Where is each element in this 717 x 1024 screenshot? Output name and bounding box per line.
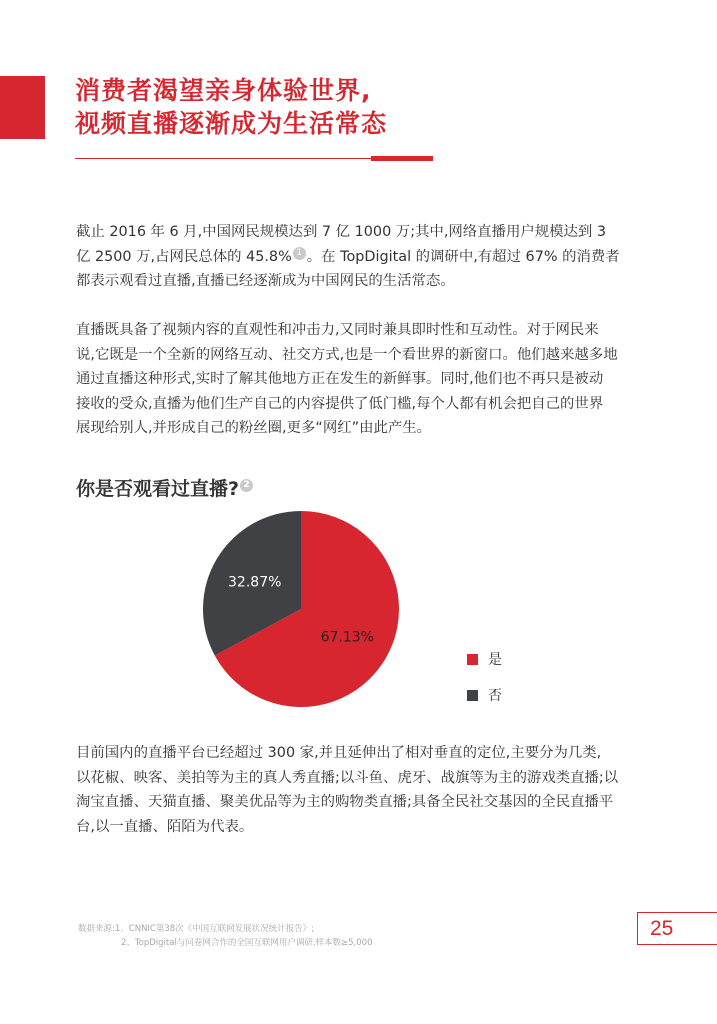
page-number: 25 — [637, 912, 717, 945]
title-accent-block — [0, 76, 45, 139]
paragraph-2-line: 接收的受众,直播为他们生产自己的内容提供了低门槛,每个人都有机会把自己的世界 — [76, 395, 604, 412]
paragraph-1-line: 都表示观看过直播,直播已经逐渐成为中国网民的生活常态。 — [76, 273, 455, 289]
paragraph-1-text: 亿 2500 万,占网民总体的 45.8% — [76, 248, 292, 265]
paragraph-3-line: 以花椒、映客、美拍等为主的真人秀直播;以斗鱼、虎牙、战旗等为主的游戏类直播;以 — [76, 769, 619, 786]
legend-item-yes — [467, 649, 502, 669]
footnote-marker-2: 2 — [240, 479, 253, 492]
legend-swatch-no — [467, 690, 478, 701]
paragraph-3-line: 目前国内的直播平台已经超过 300 家,并且延伸出了相对垂直的定位,主要分为几类, — [76, 745, 602, 761]
footnote-source-1: 数据来源:1、CNNIC第38次《中国互联网发展状况统计报告》; — [78, 924, 315, 934]
pie-chart — [202, 510, 400, 708]
page-title-line-2: 视频直播逐渐成为生活常态 — [75, 109, 388, 138]
paragraph-2 — [76, 318, 646, 441]
legend-label-no: 否 — [488, 688, 502, 704]
title-divider-accent — [371, 156, 433, 161]
pie-label-yes: 67.13% — [320, 629, 374, 646]
chart-title-text: 你是否观看过直播? — [76, 478, 240, 500]
paragraph-2-line: 直播既具备了视频内容的直观性和冲击力,又同时兼具即时性和互动性。对于网民来 — [76, 322, 599, 338]
legend-item-no — [467, 685, 502, 705]
legend-label-yes: 是 — [488, 652, 502, 668]
paragraph-2-line: 展现给别人,并形成自己的粉丝圈,更多“网红”由此产生。 — [76, 420, 432, 436]
paragraph-1-line — [76, 245, 646, 270]
paragraph-1 — [76, 220, 646, 294]
chart-title — [76, 474, 254, 501]
legend-swatch-yes — [467, 654, 478, 665]
page-title-line-1: 消费者渴望亲身体验世界, — [75, 76, 372, 105]
footnote-marker-1: 1 — [293, 247, 306, 260]
pie-label-no: 32.87% — [228, 574, 282, 591]
paragraph-3-line: 淘宝直播、天猫直播、聚美优品等为主的购物类直播;具备全民社交基因的全民直播平 — [76, 794, 614, 810]
paragraph-1-text: 。在 TopDigital 的调研中,有超过 67% 的消费者 — [306, 248, 620, 265]
footnote-source-2: 2、TopDigital与问卷网合作的全国互联网用户调研,样本数≥5,000 — [121, 938, 373, 948]
paragraph-2-line: 通过直播这种形式,实时了解其他地方正在发生的新鲜事。同时,他们也不再只是被动 — [76, 371, 604, 387]
paragraph-3 — [76, 741, 646, 839]
paragraph-2-line: 说,它既是一个全新的网络互动、社交方式,也是一个看世界的新窗口。他们越来越多地 — [76, 346, 618, 363]
paragraph-3-line: 台,以一直播、陌陌为代表。 — [76, 818, 254, 835]
paragraph-1-line: 截止 2016 年 6 月,中国网民规模达到 7 亿 1000 万;其中,网络直播用户规模达到 3 — [76, 224, 607, 240]
